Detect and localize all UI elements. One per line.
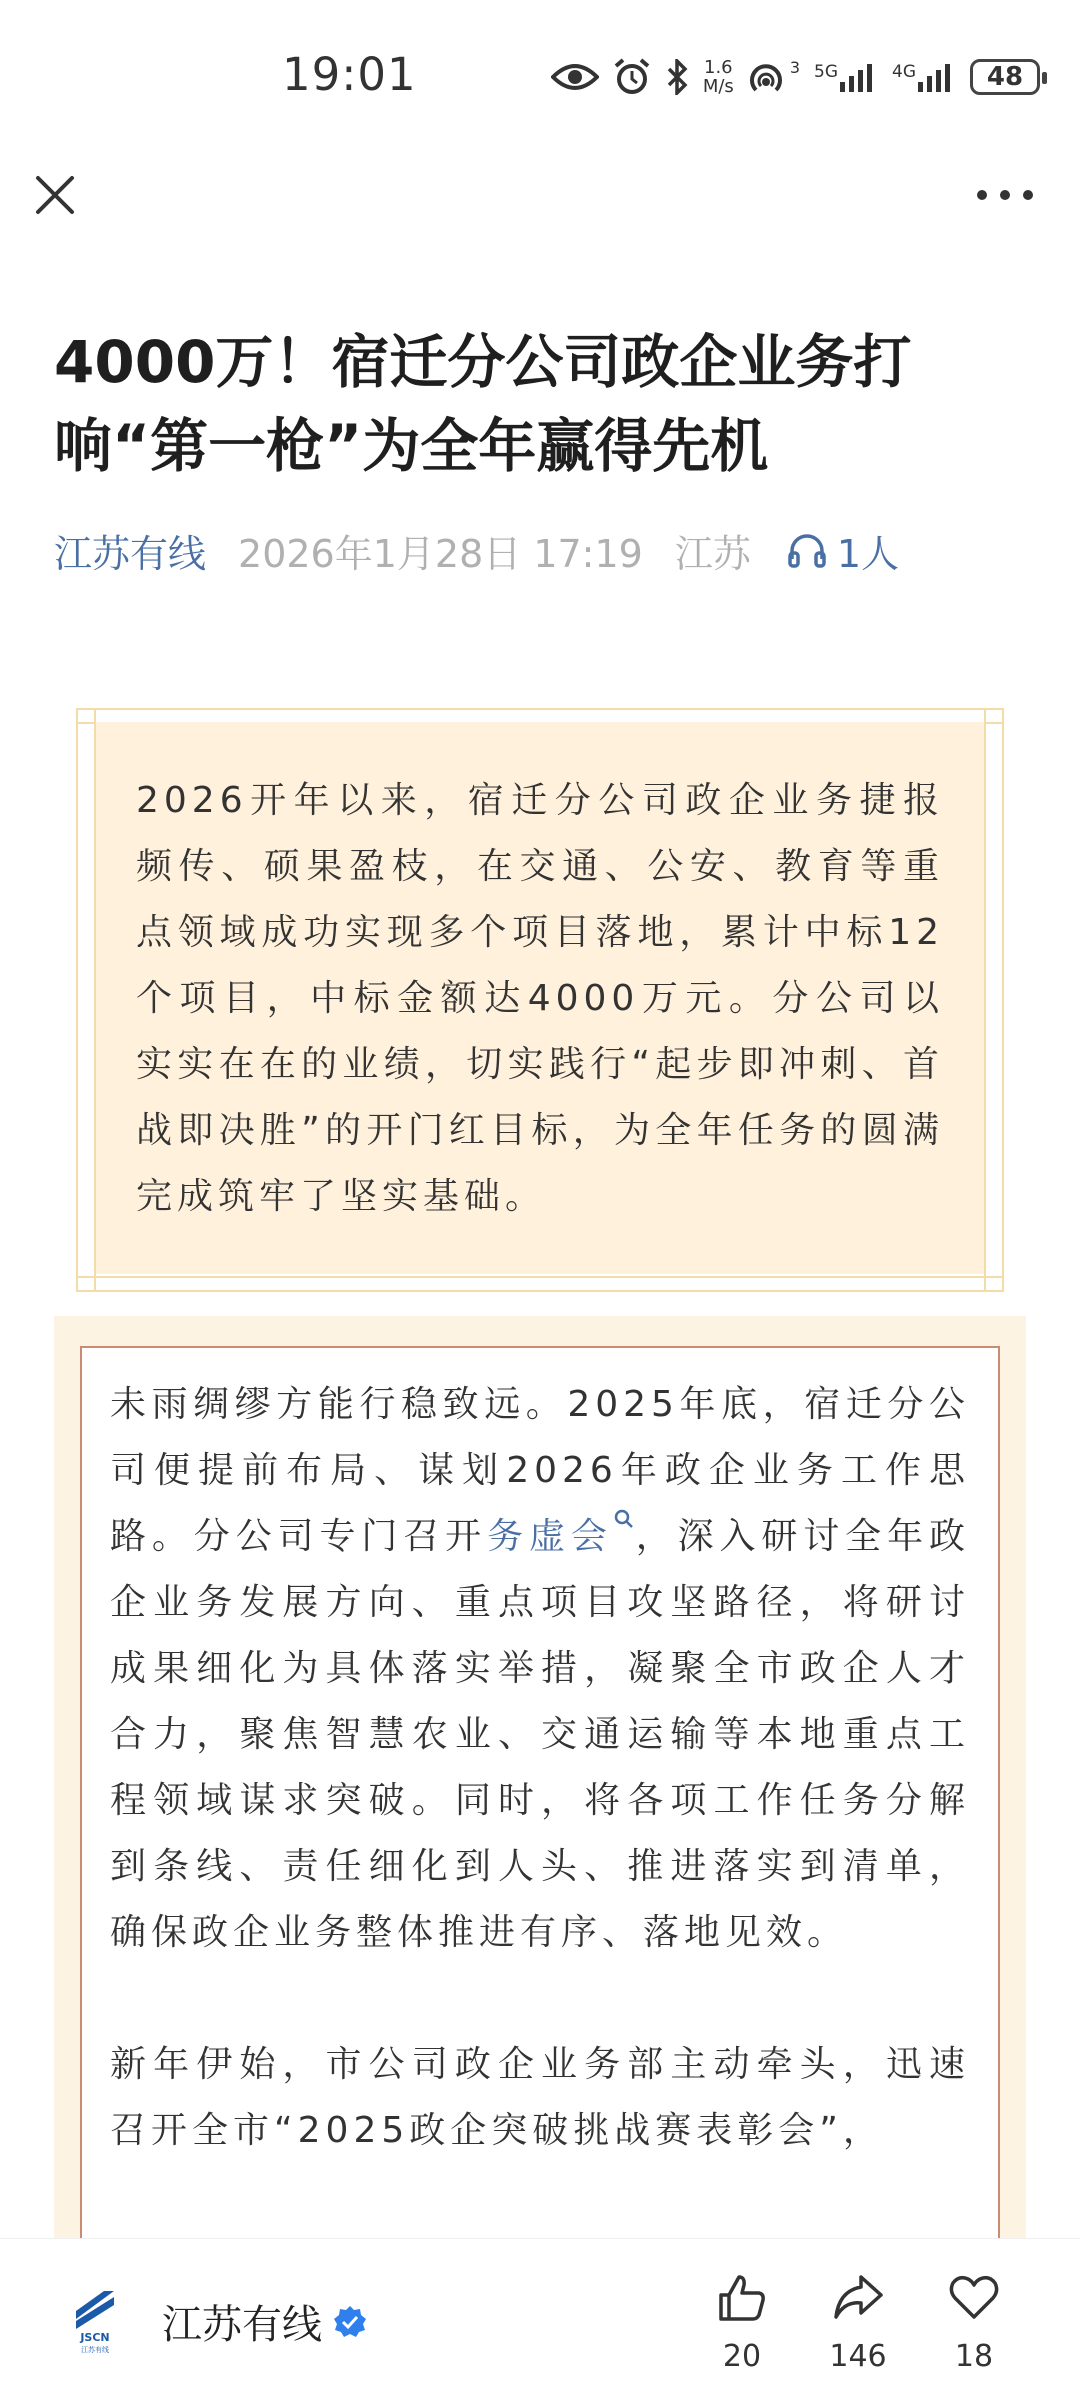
paragraph: 新年伊始，市公司政企业务部主动牵头，迅速召开全市“2025政企突破挑战赛表彰会”，: [110, 2044, 970, 2151]
more-icon: [970, 180, 1040, 210]
paragraph-text: 未雨绸缪方能行稳致远。2025年底，宿迁分公司便提前布局、谋划2026年政企业务工作思路。分公司专门召开: [110, 1384, 970, 1557]
listen-button[interactable]: [787, 523, 899, 578]
share-button[interactable]: [818, 2271, 898, 2374]
signal-5g: [814, 62, 878, 92]
publish-date: 2026年1月28日 17:19: [238, 531, 643, 576]
keyword-link[interactable]: [487, 1516, 635, 1557]
headphones-icon: [787, 531, 827, 569]
battery-icon: 48: [970, 59, 1040, 95]
signal-4g: [892, 62, 956, 92]
frame-line: [76, 1276, 1004, 1278]
favorite-button[interactable]: [934, 2271, 1014, 2374]
hotspot-icon: [748, 58, 800, 96]
eye-icon: [551, 61, 599, 93]
jscn-logo-icon: [74, 2289, 116, 2355]
paragraph: [110, 1372, 970, 1966]
alarm-icon: [613, 58, 651, 96]
paragraph-text: ，深入研讨全年政企业务发展方向、重点项目攻坚路径，将研讨成果细化为具体落实举措，凝聚全市政企人才合力，聚焦智慧农业、交通运输等本地重点工程领域谋求突破。同时，将各项工作任务分解到条线、责任细化到人头、推进落实到清单，确保政企业务整体推进有序、落地见效。: [110, 1516, 970, 1953]
share-count: 146: [829, 2339, 887, 2374]
net-speed: [703, 58, 734, 96]
listener-count: 1人: [836, 531, 900, 576]
speed-unit: M/s: [702, 76, 734, 97]
signal-icon: [838, 62, 878, 92]
hotspot-count: 3: [789, 58, 800, 77]
article-meta: [54, 520, 1054, 580]
status-bar: [0, 0, 1080, 150]
region-label: 江苏: [674, 531, 751, 576]
account-name[interactable]: [162, 2293, 368, 2350]
source-link[interactable]: 江苏有线: [54, 531, 207, 576]
net2-label: 4G: [892, 62, 916, 82]
article-body: [110, 1372, 970, 2230]
bottom-bar: [0, 2238, 1080, 2400]
status-time: 19:01: [282, 48, 417, 101]
account-logo[interactable]: [74, 2289, 116, 2355]
share-icon: [831, 2271, 885, 2325]
like-count: 20: [722, 2339, 762, 2374]
heart-icon: [947, 2271, 1001, 2325]
logo-subtext: 江苏有线: [81, 2346, 109, 2354]
net1-label: 5G: [814, 62, 838, 82]
verified-badge-icon: [332, 2304, 368, 2340]
summary-text: 2026开年以来，宿迁分公司政企业务捷报频传、硕果盈枝，在交通、公安、教育等重点领域成功实现多个项目落地，累计中标12个项目，中标金额达4000万元。分公司以实实在在的业绩，切实践行“起步即冲刺、首战即决胜”的开门红目标，为全年任务的圆满完成筑牢了坚实基础。: [136, 780, 944, 1217]
keyword-text: 务虚会: [487, 1516, 613, 1557]
frame-line: [984, 708, 986, 1292]
bluetooth-icon: [665, 59, 689, 95]
account-name-text: 江苏有线: [162, 2302, 322, 2348]
close-button[interactable]: [28, 168, 82, 222]
more-button[interactable]: [970, 180, 1040, 210]
signal-icon: [916, 62, 956, 92]
close-icon: [28, 168, 82, 222]
like-button[interactable]: [702, 2271, 782, 2374]
logo-text: JSCN: [80, 2331, 110, 2344]
favorite-count: 18: [954, 2339, 994, 2374]
status-icons: [551, 52, 1040, 102]
search-icon: [613, 1508, 635, 1530]
speed-value: 1.6: [704, 57, 733, 78]
thumbs-up-icon: [715, 2271, 769, 2325]
article-title: 4000万！宿迁分公司政企业务打响“第一枪”为全年赢得先机: [54, 328, 912, 480]
